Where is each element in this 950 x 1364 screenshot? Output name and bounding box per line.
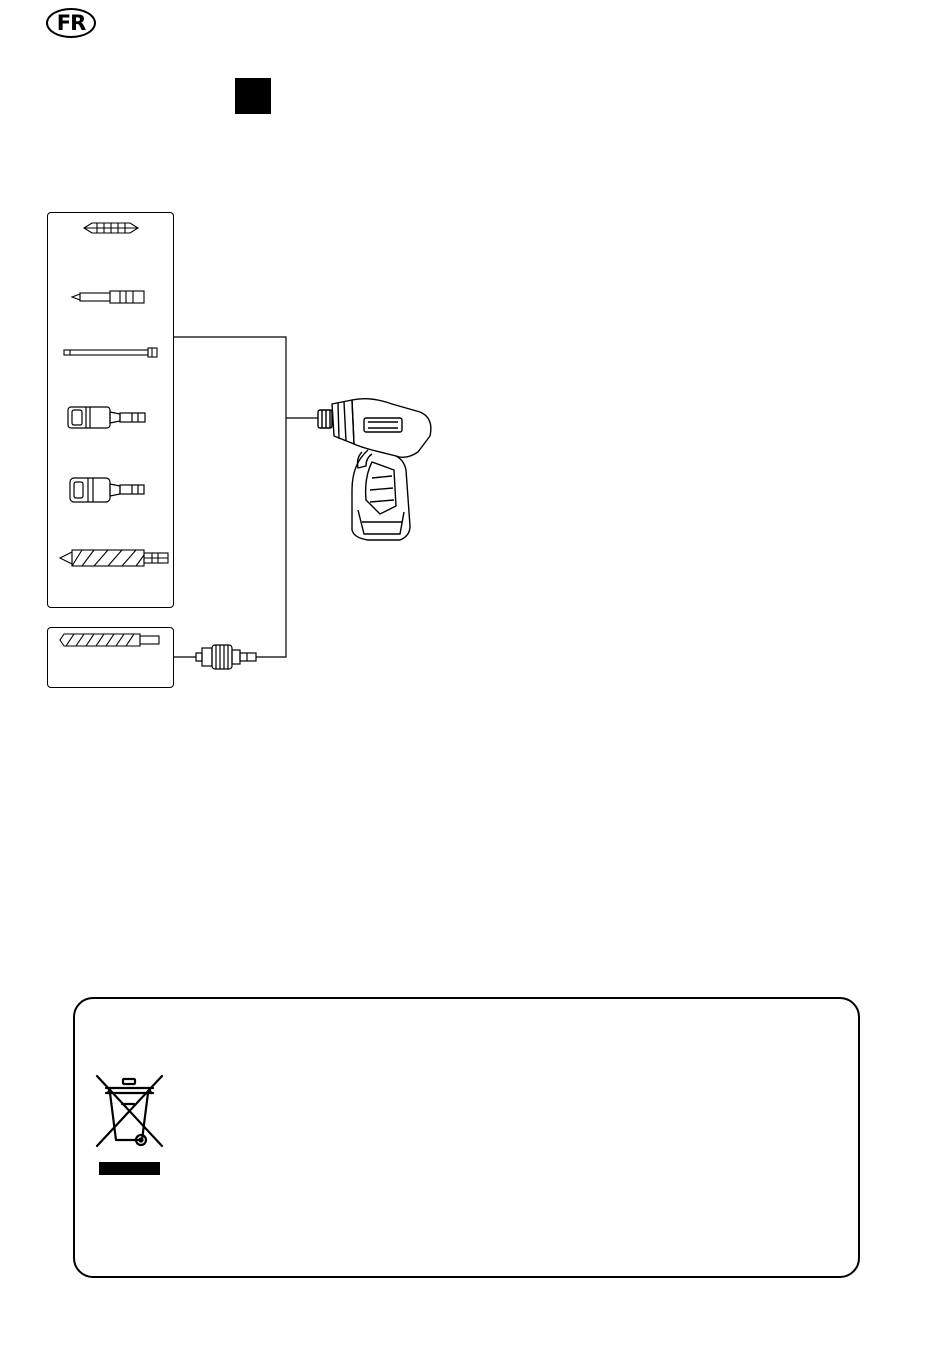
- cordless-screwdriver-icon: [318, 399, 431, 540]
- nut-setter-small-icon: [68, 407, 145, 428]
- disposal-notice-panel: [73, 997, 860, 1278]
- keyless-chuck-adapter-icon: [196, 645, 256, 669]
- double-ended-bit-icon: [84, 223, 138, 233]
- language-code: FR: [56, 11, 86, 35]
- nut-setter-large-icon: [70, 478, 144, 502]
- long-bit-icon: [64, 348, 157, 357]
- twist-drill-bit-icon: [60, 634, 159, 646]
- connector-lines: [174, 337, 318, 657]
- screwdriver-bit-icon: [72, 291, 144, 303]
- wood-drill-bit-icon: [60, 550, 168, 566]
- crossed-out-wheelie-bin-icon: [92, 1074, 167, 1176]
